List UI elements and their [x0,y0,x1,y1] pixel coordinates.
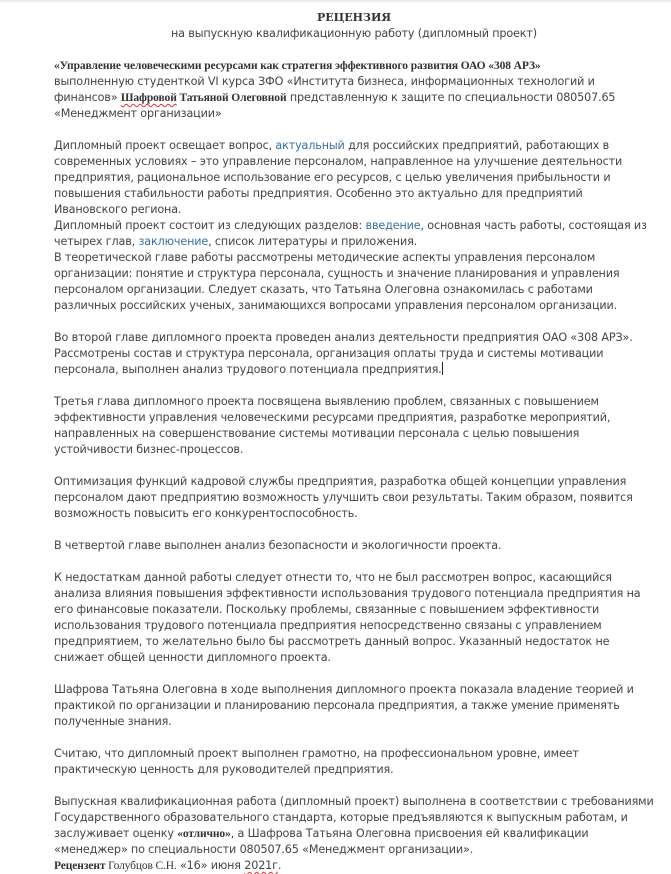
intro-text-2: представленную к защите по специальности 080507.65 «Менеджмент организации» [54,91,616,120]
paragraph-conclusion: Считаю, что дипломный проект выполнен грамотно, на профессиональном уровне, имеет практическую ценность для руководителей предприятия. [54,747,579,776]
document-subtitle: на выпускную квалификационную работу (дипломный проект) [171,27,537,40]
paragraph-chapter-4: В четвертой главе выполнен анализ безопасности и экологичности проекта. [54,539,502,552]
link-zaklyuchenie[interactable]: заключение [138,235,209,248]
paragraph-chapter-1: В теоретической главе работы рассмотрены методические аспекты управления персоналом организации: понятие и структура персонала, сущность и значение планирования и управления персоналом организации. Следует сказать, что Татьяна Олеговна ознакомилась с работами различных российских ученых, занимающихся вопросами управления персоналом организации. [54,251,620,312]
top-edge-shadow [0,0,671,3]
text-segment: , основная часть работы, состоящая из четырех глав, [54,219,647,248]
reviewer-name: Голубцов С.Н. [105,860,177,872]
text-cursor [442,362,443,375]
reviewer-signature [54,858,654,874]
text-segment: , список литературы и приложения. [208,235,418,248]
paragraph-chapter-3: Третья глава дипломного проекта посвящена выявлению проблем, связанных с повышением эффективности управления человеческими ресурсами предприятия, разработке мероприятий, направленных на совершенствование системы мотивации персонала с целью повышения устойчивости бизнес-процессов. [54,395,611,456]
review-year: 2021г [244,859,278,872]
paragraph-relevance [54,138,654,218]
thesis-topic: «Управление человеческими ресурсами как стратегия эффективного развития ОАО «308 АРЗ» [54,60,541,72]
paragraph-shortcomings: К недостаткам данной работы следует отнести то, что не был рассмотрен вопрос, касающийся анализа влияния повышения эффективности использования трудового потенциала предприятия на его финансовые показатели. Поскольку проблемы, связанные с повышением эффективности использования трудового потенциала предприятия непосредственно связаны с управлением предприятием, то желательно было бы рассмотреть данный вопрос. Указанный недостаток не снижает общей ценности дипломного проекта. [54,571,641,664]
intro-paragraph [54,58,654,122]
review-date: «16» июня [176,859,245,872]
paragraph-structure [54,218,654,250]
text-segment: Выпускная квалификационная работа (дипломный проект) выполнена в соответствии с требованиями Государственного образовательного стандарта, которые предъявляются к выпускным работам, и заслуживает оценку [54,795,654,840]
grade-value: «отлично» [177,828,231,840]
paragraph-chapter-2 [54,330,654,378]
student-name: Татьяной Олеговной [176,92,287,104]
text-segment: для российских предприятий, работающих в современных условиях – это управление персоналом, направленное на улучшение деятельности предприятия, рациональное использование его ресурсов, с целью увеличения прибыльности и повышения стабильности работы предприятия. Особенно это актуально для предприятий Ивановского региона. [54,139,623,216]
student-surname: Шафровой [120,92,177,104]
paragraph-student-skills: Шафрова Татьяна Олеговна в ходе выполнения дипломного проекта показала владение теорией и практикой по организации и планированию персонала предприятия, а также умение применять полученные знания. [54,683,634,728]
reviewer-label: Рецензент [54,860,106,872]
text-segment: . [277,859,282,872]
paragraph-optimization: Оптимизация функций кадровой службы предприятия, разработка общей концепции управления персоналом дают предприятию возможность улучшить свои результаты. Таким образом, появится возможность повысить его конкурентоспособность. [54,475,633,520]
intro-text-1: выполненную студенткой VI курса ЗФО «Института бизнеса, информационных технологий и финансов» [54,75,595,104]
link-vvedenie[interactable]: введение [365,219,421,232]
text-segment: Дипломный проект освещает вопрос, [54,139,276,152]
text-segment: Во второй главе дипломного проекта проведен анализ деятельности предприятия ОАО «308 АРЗ». Рассмотрены состав и структура персонала, организация оплаты труда и системы мотивации персонала, выполнен анализ трудового потенциала предприятия. [54,331,633,376]
text-segment: , а Шафрова Татьяна Олеговна присвоения ей квалификации «менеджер» по специальности 080507.65 «Менеджмент организации». [54,827,589,856]
review-document[interactable] [54,10,654,874]
document-title: РЕЦЕНЗИЯ [316,11,392,24]
paragraph-grade [54,794,654,858]
text-segment: Дипломный проект состоит из следующих разделов: [54,219,366,232]
link-aktualny[interactable]: актуальный [275,139,345,152]
